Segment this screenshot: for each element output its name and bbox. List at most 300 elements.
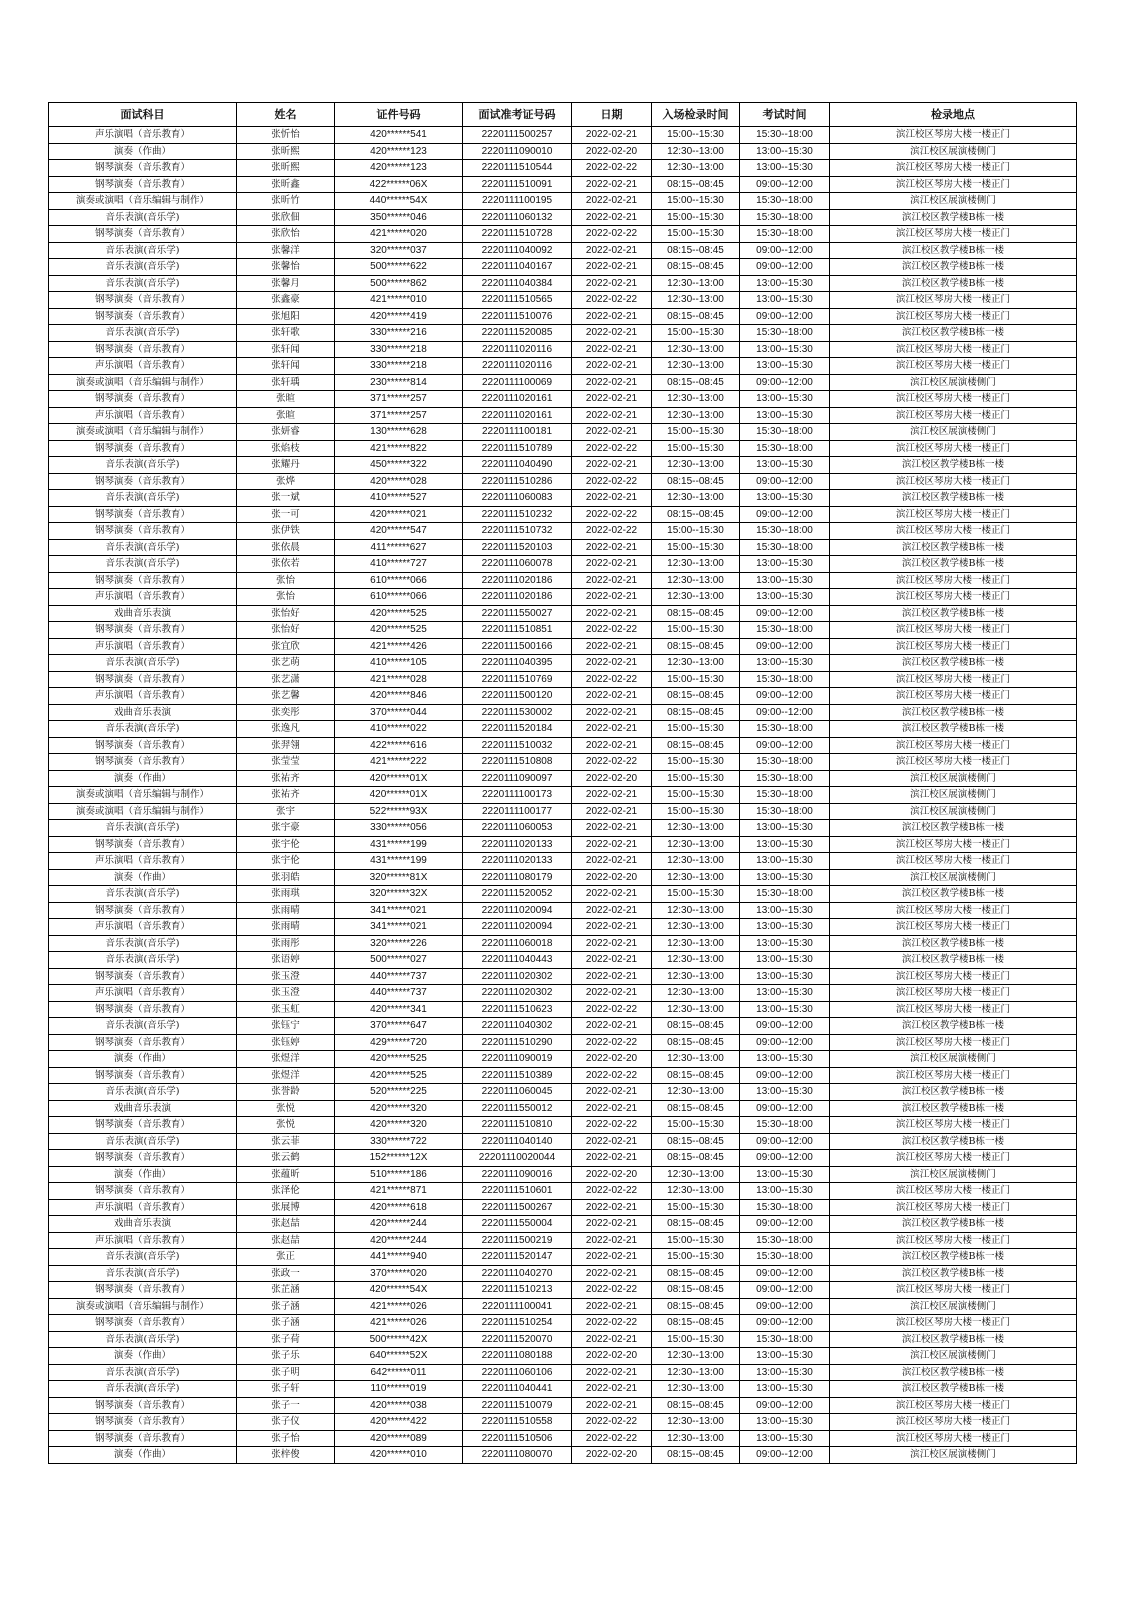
cell-exam-time: 13:00--15:30 (740, 1348, 830, 1365)
cell-id-number: 420******244 (335, 1232, 463, 1249)
cell-id-number: 330******216 (335, 325, 463, 342)
cell-name: 张宇 (237, 803, 335, 820)
cell-name: 张钰婷 (237, 1034, 335, 1051)
cell-checkin-location: 滨江校区琴房大楼一楼正门 (830, 572, 1077, 589)
cell-admission-number: 2220111100181 (463, 424, 572, 441)
cell-subject: 戏曲音乐表演 (49, 1100, 237, 1117)
cell-name: 张昕竹 (237, 193, 335, 210)
cell-checkin-time: 12:30--13:00 (652, 902, 740, 919)
cell-date: 2022-02-21 (572, 968, 652, 985)
table-row (49, 1133, 1077, 1150)
cell-checkin-location: 滨江校区琴房大楼一楼正门 (830, 1282, 1077, 1299)
cell-admission-number: 2220111060083 (463, 490, 572, 507)
cell-checkin-location: 滨江校区琴房大楼一楼正门 (830, 638, 1077, 655)
cell-subject: 声乐演唱（音乐教育） (49, 407, 237, 424)
cell-exam-time: 09:00--12:00 (740, 1315, 830, 1332)
cell-admission-number: 2220111510544 (463, 160, 572, 177)
cell-checkin-location: 滨江校区琴房大楼一楼正门 (830, 968, 1077, 985)
cell-name: 张宇伦 (237, 836, 335, 853)
cell-date: 2022-02-21 (572, 1249, 652, 1266)
cell-name: 张依若 (237, 556, 335, 573)
cell-checkin-time: 12:30--13:00 (652, 1001, 740, 1018)
cell-subject: 演奏（作曲） (49, 770, 237, 787)
cell-name: 张煜洋 (237, 1051, 335, 1068)
table-row (49, 523, 1077, 540)
cell-name: 张玉虹 (237, 1001, 335, 1018)
cell-name: 张子怡 (237, 1430, 335, 1447)
cell-date: 2022-02-20 (572, 1051, 652, 1068)
cell-checkin-location: 滨江校区教学楼B栋一楼 (830, 1249, 1077, 1266)
cell-name: 张子涵 (237, 1298, 335, 1315)
cell-id-number: 422******06X (335, 176, 463, 193)
cell-checkin-time: 15:00--15:30 (652, 440, 740, 457)
cell-exam-time: 13:00--15:30 (740, 820, 830, 837)
cell-exam-time: 13:00--15:30 (740, 1414, 830, 1431)
cell-id-number: 320******81X (335, 869, 463, 886)
cell-admission-number: 2220111550012 (463, 1100, 572, 1117)
cell-id-number: 510******186 (335, 1166, 463, 1183)
cell-date: 2022-02-21 (572, 721, 652, 738)
cell-exam-time: 09:00--12:00 (740, 1216, 830, 1233)
table-row (49, 589, 1077, 606)
cell-checkin-time: 15:00--15:30 (652, 1249, 740, 1266)
cell-exam-time: 15:30--18:00 (740, 803, 830, 820)
table-row (49, 1414, 1077, 1431)
cell-date: 2022-02-21 (572, 490, 652, 507)
cell-admission-number: 2220111040490 (463, 457, 572, 474)
cell-checkin-location: 滨江校区教学楼B栋一楼 (830, 490, 1077, 507)
cell-subject: 钢琴演奏（音乐教育） (49, 341, 237, 358)
cell-admission-number: 2220111040443 (463, 952, 572, 969)
cell-date: 2022-02-21 (572, 704, 652, 721)
table-row (49, 1249, 1077, 1266)
cell-admission-number: 2220111510290 (463, 1034, 572, 1051)
cell-checkin-location: 滨江校区教学楼B栋一楼 (830, 325, 1077, 342)
cell-admission-number: 2220111100195 (463, 193, 572, 210)
cell-checkin-location: 滨江校区教学楼B栋一楼 (830, 935, 1077, 952)
cell-id-number: 500******622 (335, 259, 463, 276)
cell-checkin-time: 12:30--13:00 (652, 820, 740, 837)
cell-name: 张一斌 (237, 490, 335, 507)
table-row (49, 1150, 1077, 1167)
cell-name: 张玉澄 (237, 968, 335, 985)
cell-id-number: 440******737 (335, 985, 463, 1002)
cell-name: 张祐齐 (237, 770, 335, 787)
cell-name: 张赵喆 (237, 1216, 335, 1233)
cell-subject: 音乐表演(音乐学) (49, 886, 237, 903)
cell-checkin-time: 08:15--08:45 (652, 1315, 740, 1332)
cell-checkin-time: 12:30--13:00 (652, 655, 740, 672)
cell-exam-time: 15:30--18:00 (740, 209, 830, 226)
table-row (49, 490, 1077, 507)
cell-admission-number: 2220111510091 (463, 176, 572, 193)
cell-exam-time: 09:00--12:00 (740, 1100, 830, 1117)
cell-subject: 钢琴演奏（音乐教育） (49, 391, 237, 408)
cell-name: 张子明 (237, 1364, 335, 1381)
cell-exam-time: 09:00--12:00 (740, 176, 830, 193)
cell-checkin-time: 15:00--15:30 (652, 886, 740, 903)
cell-id-number: 431******199 (335, 853, 463, 870)
cell-admission-number: 2220111500267 (463, 1199, 572, 1216)
table-row (49, 556, 1077, 573)
cell-date: 2022-02-22 (572, 1414, 652, 1431)
cell-name: 张伊铁 (237, 523, 335, 540)
cell-checkin-location: 滨江校区琴房大楼一楼正门 (830, 391, 1077, 408)
cell-date: 2022-02-21 (572, 1381, 652, 1398)
cell-id-number: 130******628 (335, 424, 463, 441)
cell-name: 张奕彤 (237, 704, 335, 721)
cell-date: 2022-02-21 (572, 820, 652, 837)
cell-admission-number: 2220111020133 (463, 836, 572, 853)
exam-schedule-table (48, 102, 1077, 1464)
cell-name: 张艺潇 (237, 671, 335, 688)
cell-checkin-time: 12:30--13:00 (652, 143, 740, 160)
cell-checkin-time: 15:00--15:30 (652, 226, 740, 243)
table-row (49, 1034, 1077, 1051)
cell-checkin-time: 15:00--15:30 (652, 803, 740, 820)
table-row (49, 886, 1077, 903)
cell-subject: 声乐演唱（音乐教育） (49, 358, 237, 375)
table-row (49, 1397, 1077, 1414)
table-row (49, 1298, 1077, 1315)
cell-subject: 音乐表演(音乐学) (49, 325, 237, 342)
cell-subject: 钢琴演奏（音乐教育） (49, 176, 237, 193)
cell-checkin-time: 12:30--13:00 (652, 589, 740, 606)
cell-id-number: 410******727 (335, 556, 463, 573)
cell-date: 2022-02-21 (572, 803, 652, 820)
cell-subject: 音乐表演(音乐学) (49, 259, 237, 276)
cell-checkin-time: 12:30--13:00 (652, 490, 740, 507)
cell-checkin-location: 滨江校区教学楼B栋一楼 (830, 1364, 1077, 1381)
cell-admission-number: 2220111520147 (463, 1249, 572, 1266)
cell-date: 2022-02-22 (572, 622, 652, 639)
cell-exam-time: 13:00--15:30 (740, 556, 830, 573)
cell-id-number: 420******01X (335, 770, 463, 787)
cell-admission-number: 2220111510810 (463, 1117, 572, 1134)
table-row (49, 1117, 1077, 1134)
cell-admission-number: 2220111510623 (463, 1001, 572, 1018)
cell-admission-number: 2220111100177 (463, 803, 572, 820)
cell-id-number: 371******257 (335, 407, 463, 424)
cell-checkin-time: 12:30--13:00 (652, 869, 740, 886)
cell-exam-time: 09:00--12:00 (740, 688, 830, 705)
cell-checkin-location: 滨江校区琴房大楼一楼正门 (830, 737, 1077, 754)
cell-date: 2022-02-21 (572, 1084, 652, 1101)
cell-id-number: 500******862 (335, 275, 463, 292)
cell-exam-time: 13:00--15:30 (740, 1084, 830, 1101)
cell-checkin-location: 滨江校区琴房大楼一楼正门 (830, 688, 1077, 705)
cell-admission-number: 2220111060132 (463, 209, 572, 226)
cell-name: 张煜洋 (237, 1067, 335, 1084)
cell-id-number: 420******541 (335, 127, 463, 144)
cell-subject: 音乐表演(音乐学) (49, 556, 237, 573)
cell-date: 2022-02-21 (572, 1133, 652, 1150)
cell-id-number: 420******021 (335, 506, 463, 523)
cell-exam-time: 15:30--18:00 (740, 787, 830, 804)
cell-subject: 音乐表演(音乐学) (49, 1018, 237, 1035)
cell-date: 2022-02-21 (572, 902, 652, 919)
cell-admission-number: 2220111520184 (463, 721, 572, 738)
cell-admission-number: 2220111510389 (463, 1067, 572, 1084)
table-row (49, 1001, 1077, 1018)
cell-exam-time: 13:00--15:30 (740, 985, 830, 1002)
cell-date: 2022-02-21 (572, 127, 652, 144)
cell-date: 2022-02-21 (572, 424, 652, 441)
cell-name: 张子轩 (237, 1381, 335, 1398)
cell-name: 张泽伦 (237, 1183, 335, 1200)
cell-name: 张正 (237, 1249, 335, 1266)
cell-name: 张鑫豪 (237, 292, 335, 309)
cell-exam-time: 15:30--18:00 (740, 539, 830, 556)
cell-id-number: 320******037 (335, 242, 463, 259)
cell-admission-number: 2220111080188 (463, 1348, 572, 1365)
cell-exam-time: 09:00--12:00 (740, 737, 830, 754)
cell-name: 张羿翎 (237, 737, 335, 754)
cell-name: 张雨晴 (237, 902, 335, 919)
cell-checkin-time: 12:30--13:00 (652, 275, 740, 292)
cell-id-number: 421******871 (335, 1183, 463, 1200)
cell-admission-number: 2220111020161 (463, 391, 572, 408)
table-row (49, 424, 1077, 441)
table-header-row (49, 103, 1077, 127)
cell-checkin-time: 15:00--15:30 (652, 539, 740, 556)
cell-checkin-location: 滨江校区琴房大楼一楼正门 (830, 1315, 1077, 1332)
cell-subject: 戏曲音乐表演 (49, 605, 237, 622)
cell-date: 2022-02-21 (572, 589, 652, 606)
header-checkin-time: 入场检录时间 (652, 103, 740, 127)
cell-checkin-time: 12:30--13:00 (652, 853, 740, 870)
cell-name: 张依晨 (237, 539, 335, 556)
cell-admission-number: 2220111020133 (463, 853, 572, 870)
cell-subject: 音乐表演(音乐学) (49, 209, 237, 226)
cell-subject: 钢琴演奏（音乐教育） (49, 473, 237, 490)
cell-admission-number: 2220111060045 (463, 1084, 572, 1101)
cell-checkin-time: 12:30--13:00 (652, 457, 740, 474)
cell-name: 张羽皓 (237, 869, 335, 886)
cell-checkin-time: 08:15--08:45 (652, 605, 740, 622)
cell-admission-number: 2220111020302 (463, 968, 572, 985)
cell-admission-number: 2220111020161 (463, 407, 572, 424)
cell-checkin-time: 08:15--08:45 (652, 688, 740, 705)
cell-date: 2022-02-20 (572, 869, 652, 886)
cell-checkin-location: 滨江校区琴房大楼一楼正门 (830, 1067, 1077, 1084)
cell-checkin-location: 滨江校区教学楼B栋一楼 (830, 457, 1077, 474)
cell-id-number: 421******222 (335, 754, 463, 771)
table-row (49, 457, 1077, 474)
cell-admission-number: 2220111510076 (463, 308, 572, 325)
table-row (49, 1183, 1077, 1200)
cell-subject: 钢琴演奏（音乐教育） (49, 1282, 237, 1299)
cell-checkin-time: 15:00--15:30 (652, 523, 740, 540)
cell-exam-time: 09:00--12:00 (740, 473, 830, 490)
cell-subject: 钢琴演奏（音乐教育） (49, 622, 237, 639)
cell-name: 张子乐 (237, 1348, 335, 1365)
cell-checkin-location: 滨江校区琴房大楼一楼正门 (830, 1183, 1077, 1200)
cell-exam-time: 13:00--15:30 (740, 968, 830, 985)
cell-id-number: 420******547 (335, 523, 463, 540)
cell-name: 张雨彤 (237, 935, 335, 952)
cell-checkin-location: 滨江校区教学楼B栋一楼 (830, 275, 1077, 292)
cell-exam-time: 15:30--18:00 (740, 440, 830, 457)
cell-admission-number: 2220111520085 (463, 325, 572, 342)
table-row (49, 622, 1077, 639)
cell-admission-number: 2220111510728 (463, 226, 572, 243)
cell-name: 张轩瑀 (237, 374, 335, 391)
cell-date: 2022-02-21 (572, 688, 652, 705)
table-row (49, 242, 1077, 259)
header-subject: 面试科目 (49, 103, 237, 127)
cell-checkin-time: 08:15--08:45 (652, 638, 740, 655)
table-row (49, 704, 1077, 721)
table-row (49, 391, 1077, 408)
table-row (49, 1364, 1077, 1381)
table-row (49, 1430, 1077, 1447)
cell-checkin-time: 15:00--15:30 (652, 1232, 740, 1249)
cell-date: 2022-02-21 (572, 787, 652, 804)
cell-name: 张誉龄 (237, 1084, 335, 1101)
cell-checkin-location: 滨江校区琴房大楼一楼正门 (830, 1117, 1077, 1134)
cell-subject: 钢琴演奏（音乐教育） (49, 1067, 237, 1084)
cell-exam-time: 13:00--15:30 (740, 869, 830, 886)
table-row (49, 853, 1077, 870)
cell-subject: 声乐演唱（音乐教育） (49, 127, 237, 144)
cell-subject: 声乐演唱（音乐教育） (49, 1199, 237, 1216)
cell-id-number: 642******011 (335, 1364, 463, 1381)
cell-exam-time: 09:00--12:00 (740, 1018, 830, 1035)
cell-name: 张怡 (237, 572, 335, 589)
cell-exam-time: 09:00--12:00 (740, 506, 830, 523)
cell-subject: 钢琴演奏（音乐教育） (49, 1117, 237, 1134)
cell-date: 2022-02-21 (572, 1216, 652, 1233)
cell-subject: 音乐表演(音乐学) (49, 490, 237, 507)
cell-exam-time: 09:00--12:00 (740, 1298, 830, 1315)
cell-subject: 音乐表演(音乐学) (49, 1331, 237, 1348)
cell-name: 张妍睿 (237, 424, 335, 441)
cell-subject: 演奏（作曲） (49, 143, 237, 160)
cell-date: 2022-02-20 (572, 1348, 652, 1365)
cell-admission-number: 2220111510506 (463, 1430, 572, 1447)
cell-subject: 演奏（作曲） (49, 1166, 237, 1183)
cell-subject: 音乐表演(音乐学) (49, 1133, 237, 1150)
cell-exam-time: 09:00--12:00 (740, 1265, 830, 1282)
table-row (49, 127, 1077, 144)
cell-name: 张悦 (237, 1100, 335, 1117)
cell-admission-number: 2220111510032 (463, 737, 572, 754)
cell-subject: 声乐演唱（音乐教育） (49, 638, 237, 655)
cell-name: 张暄 (237, 407, 335, 424)
cell-id-number: 431******199 (335, 836, 463, 853)
table-row (49, 1265, 1077, 1282)
cell-checkin-time: 12:30--13:00 (652, 160, 740, 177)
cell-exam-time: 13:00--15:30 (740, 853, 830, 870)
cell-id-number: 411******627 (335, 539, 463, 556)
cell-subject: 声乐演唱（音乐教育） (49, 589, 237, 606)
cell-date: 2022-02-21 (572, 209, 652, 226)
cell-subject: 音乐表演(音乐学) (49, 935, 237, 952)
table-row (49, 539, 1077, 556)
cell-checkin-location: 滨江校区展演楼侧门 (830, 1447, 1077, 1464)
table-row (49, 1447, 1077, 1464)
cell-checkin-location: 滨江校区教学楼B栋一楼 (830, 886, 1077, 903)
cell-admission-number: 2220111510808 (463, 754, 572, 771)
cell-name: 张怡好 (237, 605, 335, 622)
cell-date: 2022-02-21 (572, 1199, 652, 1216)
cell-checkin-time: 15:00--15:30 (652, 209, 740, 226)
cell-subject: 音乐表演(音乐学) (49, 1265, 237, 1282)
cell-checkin-time: 08:15--08:45 (652, 242, 740, 259)
cell-checkin-location: 滨江校区琴房大楼一楼正门 (830, 836, 1077, 853)
table-row (49, 985, 1077, 1002)
cell-name: 张馨月 (237, 275, 335, 292)
cell-date: 2022-02-21 (572, 985, 652, 1002)
table-row (49, 688, 1077, 705)
cell-checkin-time: 12:30--13:00 (652, 935, 740, 952)
cell-exam-time: 15:30--18:00 (740, 886, 830, 903)
table-row (49, 440, 1077, 457)
cell-date: 2022-02-21 (572, 259, 652, 276)
cell-checkin-time: 15:00--15:30 (652, 770, 740, 787)
cell-subject: 演奏或演唱（音乐编辑与制作） (49, 787, 237, 804)
table-row (49, 1282, 1077, 1299)
cell-id-number: 420******010 (335, 1447, 463, 1464)
cell-checkin-time: 12:30--13:00 (652, 1084, 740, 1101)
cell-checkin-time: 15:00--15:30 (652, 671, 740, 688)
cell-name: 张宜欣 (237, 638, 335, 655)
cell-subject: 钢琴演奏（音乐教育） (49, 754, 237, 771)
cell-checkin-time: 08:15--08:45 (652, 1447, 740, 1464)
cell-checkin-time: 15:00--15:30 (652, 193, 740, 210)
cell-name: 张祐齐 (237, 787, 335, 804)
cell-name: 张暄 (237, 391, 335, 408)
cell-subject: 声乐演唱（音乐教育） (49, 853, 237, 870)
cell-admission-number: 2220111500257 (463, 127, 572, 144)
cell-admission-number: 2220111510232 (463, 506, 572, 523)
cell-id-number: 522******93X (335, 803, 463, 820)
cell-checkin-location: 滨江校区教学楼B栋一楼 (830, 1084, 1077, 1101)
cell-subject: 钢琴演奏（音乐教育） (49, 308, 237, 325)
table-row (49, 1232, 1077, 1249)
header-exam-time: 考试时间 (740, 103, 830, 127)
cell-checkin-location: 滨江校区琴房大楼一楼正门 (830, 1397, 1077, 1414)
cell-admission-number: 2220111520070 (463, 1331, 572, 1348)
cell-date: 2022-02-21 (572, 886, 652, 903)
table-row (49, 787, 1077, 804)
cell-subject: 声乐演唱（音乐教育） (49, 688, 237, 705)
cell-admission-number: 2220111040302 (463, 1018, 572, 1035)
cell-exam-time: 15:30--18:00 (740, 424, 830, 441)
cell-date: 2022-02-22 (572, 160, 652, 177)
cell-admission-number: 2220111510079 (463, 1397, 572, 1414)
cell-name: 张玉澄 (237, 985, 335, 1002)
cell-exam-time: 13:00--15:30 (740, 952, 830, 969)
cell-exam-time: 13:00--15:30 (740, 836, 830, 853)
cell-admission-number: 2220111530002 (463, 704, 572, 721)
cell-id-number: 610******066 (335, 589, 463, 606)
cell-checkin-time: 08:15--08:45 (652, 374, 740, 391)
cell-date: 2022-02-20 (572, 770, 652, 787)
cell-id-number: 420******419 (335, 308, 463, 325)
cell-checkin-location: 滨江校区展演楼侧门 (830, 424, 1077, 441)
table-row (49, 1067, 1077, 1084)
cell-admission-number: 2220111510732 (463, 523, 572, 540)
table-row (49, 572, 1077, 589)
cell-checkin-location: 滨江校区琴房大楼一楼正门 (830, 341, 1077, 358)
table-row (49, 836, 1077, 853)
cell-name: 张梓俊 (237, 1447, 335, 1464)
table-row (49, 968, 1077, 985)
cell-exam-time: 09:00--12:00 (740, 1067, 830, 1084)
cell-exam-time: 13:00--15:30 (740, 1364, 830, 1381)
